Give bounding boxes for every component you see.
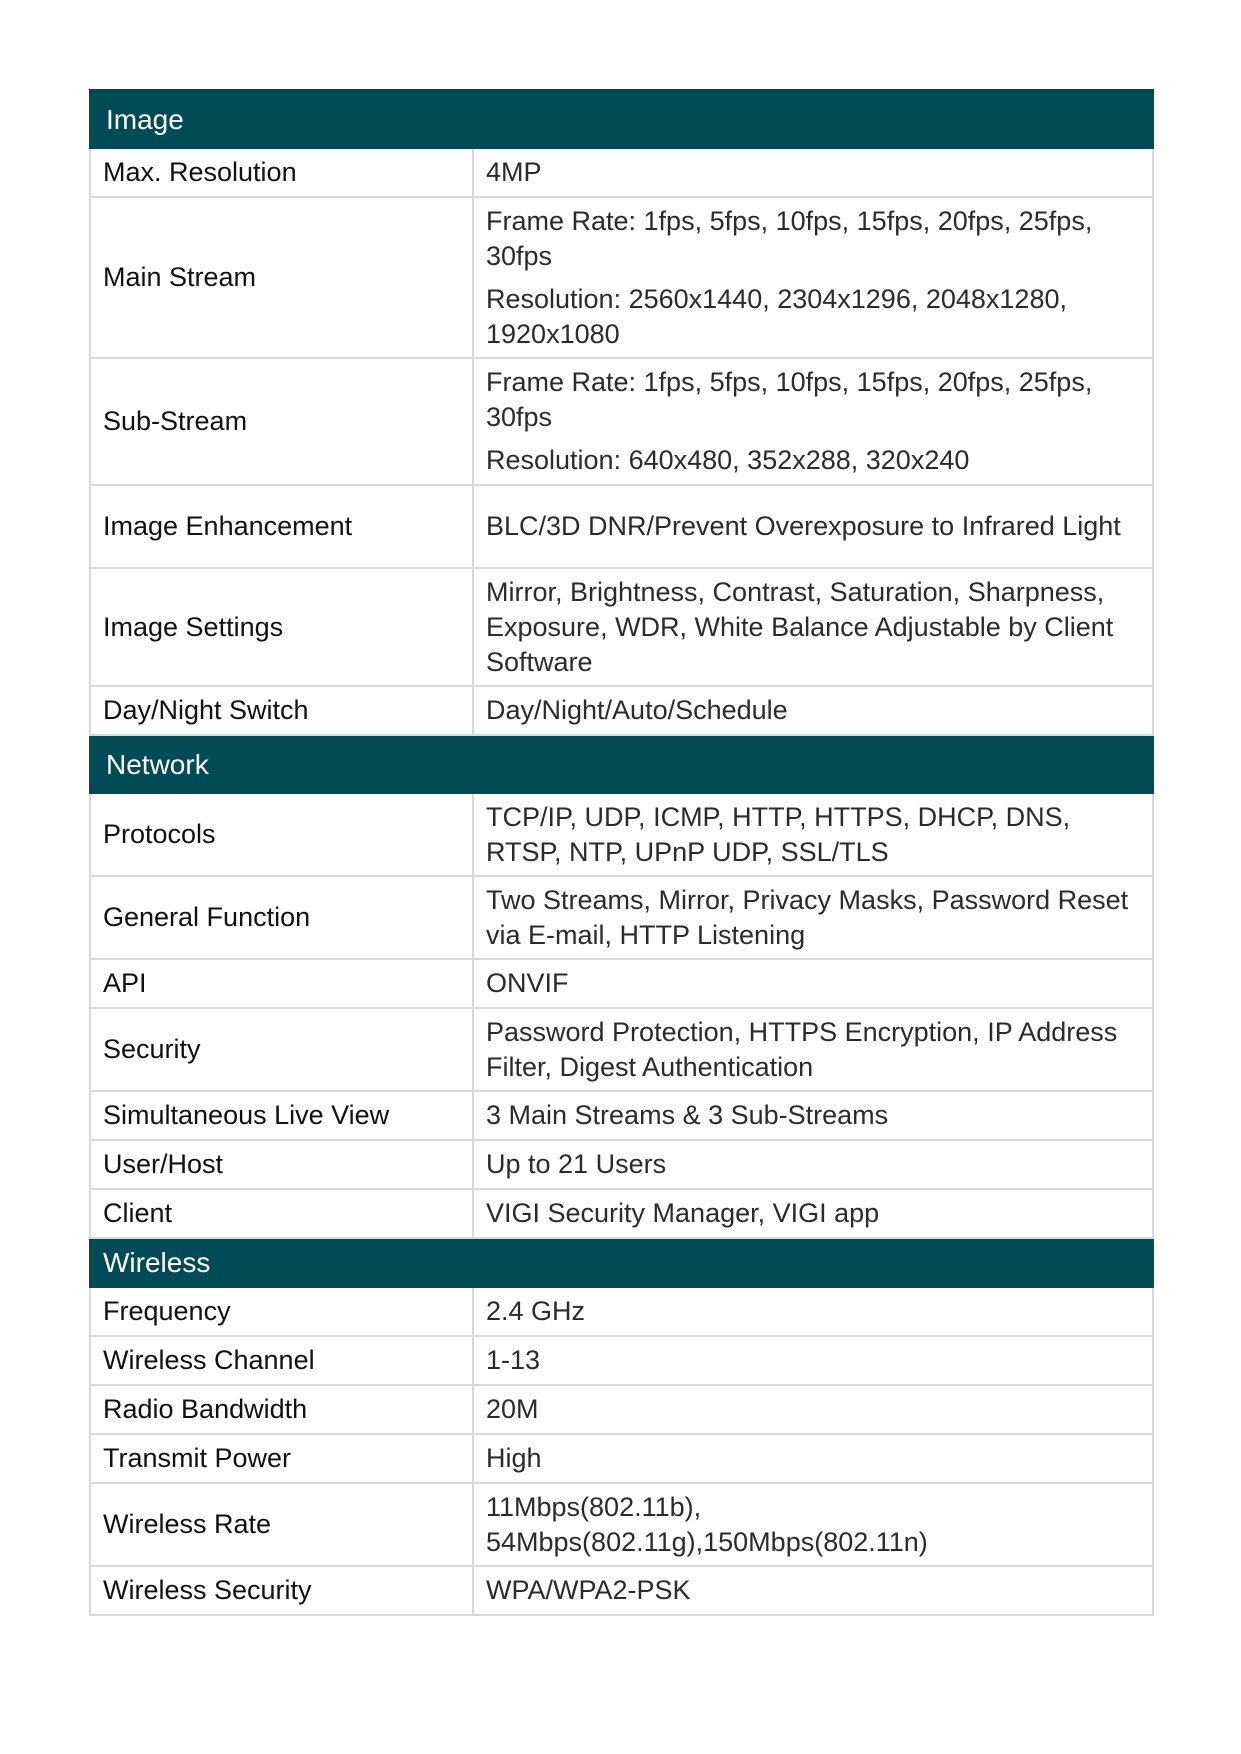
section-header-image (90, 90, 1153, 148)
spec-value: VIGI Security Manager, VIGI app (473, 1189, 1153, 1238)
spec-label: Wireless Security (90, 1566, 473, 1615)
spec-label: Wireless Rate (90, 1483, 473, 1566)
spec-value: TCP/IP, UDP, ICMP, HTTP, HTTPS, DHCP, DNS, RTSP, NTP, UPnP UDP, SSL/TLS (473, 793, 1153, 876)
spec-value: 3 Main Streams & 3 Sub-Streams (473, 1091, 1153, 1140)
spec-value: Day/Night/Auto/Schedule (473, 686, 1153, 735)
section-title: Wireless (90, 1238, 1153, 1287)
spec-label: Image Settings (90, 568, 473, 686)
spec-value: Password Protection, HTTPS Encryption, IP Address Filter, Digest Authentication (473, 1008, 1153, 1091)
spec-label: Max. Resolution (90, 148, 473, 197)
table-row (90, 358, 1153, 485)
spec-label: General Function (90, 876, 473, 959)
spec-label: Frequency (90, 1287, 473, 1336)
spec-label: Protocols (90, 793, 473, 876)
spec-value: Up to 21 Users (473, 1140, 1153, 1189)
table-row (90, 197, 1153, 358)
spec-label: Image Enhancement (90, 485, 473, 568)
spec-label: Day/Night Switch (90, 686, 473, 735)
table-row (90, 1336, 1153, 1385)
spec-value: Frame Rate: 1fps, 5fps, 10fps, 15fps, 20fps, 25fps, 30fps Resolution: 640x480, 352x288, 320x240 (473, 358, 1153, 485)
section-header-network (90, 735, 1153, 793)
spec-label: Wireless Channel (90, 1336, 473, 1385)
spec-label: Security (90, 1008, 473, 1091)
section-title: Network (90, 735, 1153, 793)
section-header-wireless (90, 1238, 1153, 1287)
spec-table (89, 89, 1154, 1616)
spec-value: 4MP (473, 148, 1153, 197)
table-row (90, 876, 1153, 959)
spec-label: Main Stream (90, 197, 473, 358)
spec-value: WPA/WPA2-PSK (473, 1566, 1153, 1615)
spec-value: 11Mbps(802.11b), 54Mbps(802.11g),150Mbps(802.11n) (473, 1483, 1153, 1566)
spec-value: 1-13 (473, 1336, 1153, 1385)
table-row (90, 686, 1153, 735)
table-row (90, 1008, 1153, 1091)
table-row (90, 1566, 1153, 1615)
spec-value: ONVIF (473, 959, 1153, 1008)
spec-label: API (90, 959, 473, 1008)
table-row (90, 1091, 1153, 1140)
table-row (90, 1140, 1153, 1189)
spec-value: Frame Rate: 1fps, 5fps, 10fps, 15fps, 20fps, 25fps, 30fps Resolution: 2560x1440, 2304x1296, 2048x1280, 1920x1080 (473, 197, 1153, 358)
spec-label: Transmit Power (90, 1434, 473, 1483)
table-row (90, 568, 1153, 686)
table-row (90, 1434, 1153, 1483)
spec-value: BLC/3D DNR/Prevent Overexposure to Infrared Light (473, 485, 1153, 568)
spec-value: 2.4 GHz (473, 1287, 1153, 1336)
table-row (90, 959, 1153, 1008)
table-row (90, 1385, 1153, 1434)
table-row (90, 1483, 1153, 1566)
spec-label: Client (90, 1189, 473, 1238)
table-row (90, 1189, 1153, 1238)
spec-label: Sub-Stream (90, 358, 473, 485)
section-title: Image (90, 90, 1153, 148)
table-row (90, 1287, 1153, 1336)
spec-value: Two Streams, Mirror, Privacy Masks, Password Reset via E-mail, HTTP Listening (473, 876, 1153, 959)
spec-label: Radio Bandwidth (90, 1385, 473, 1434)
table-row (90, 148, 1153, 197)
spec-value: High (473, 1434, 1153, 1483)
spec-label: Simultaneous Live View (90, 1091, 473, 1140)
table-row (90, 485, 1153, 568)
spec-label: User/Host (90, 1140, 473, 1189)
spec-value: 20M (473, 1385, 1153, 1434)
table-row (90, 793, 1153, 876)
spec-value: Mirror, Brightness, Contrast, Saturation, Sharpness, Exposure, WDR, White Balance Adjustable by Client Software (473, 568, 1153, 686)
